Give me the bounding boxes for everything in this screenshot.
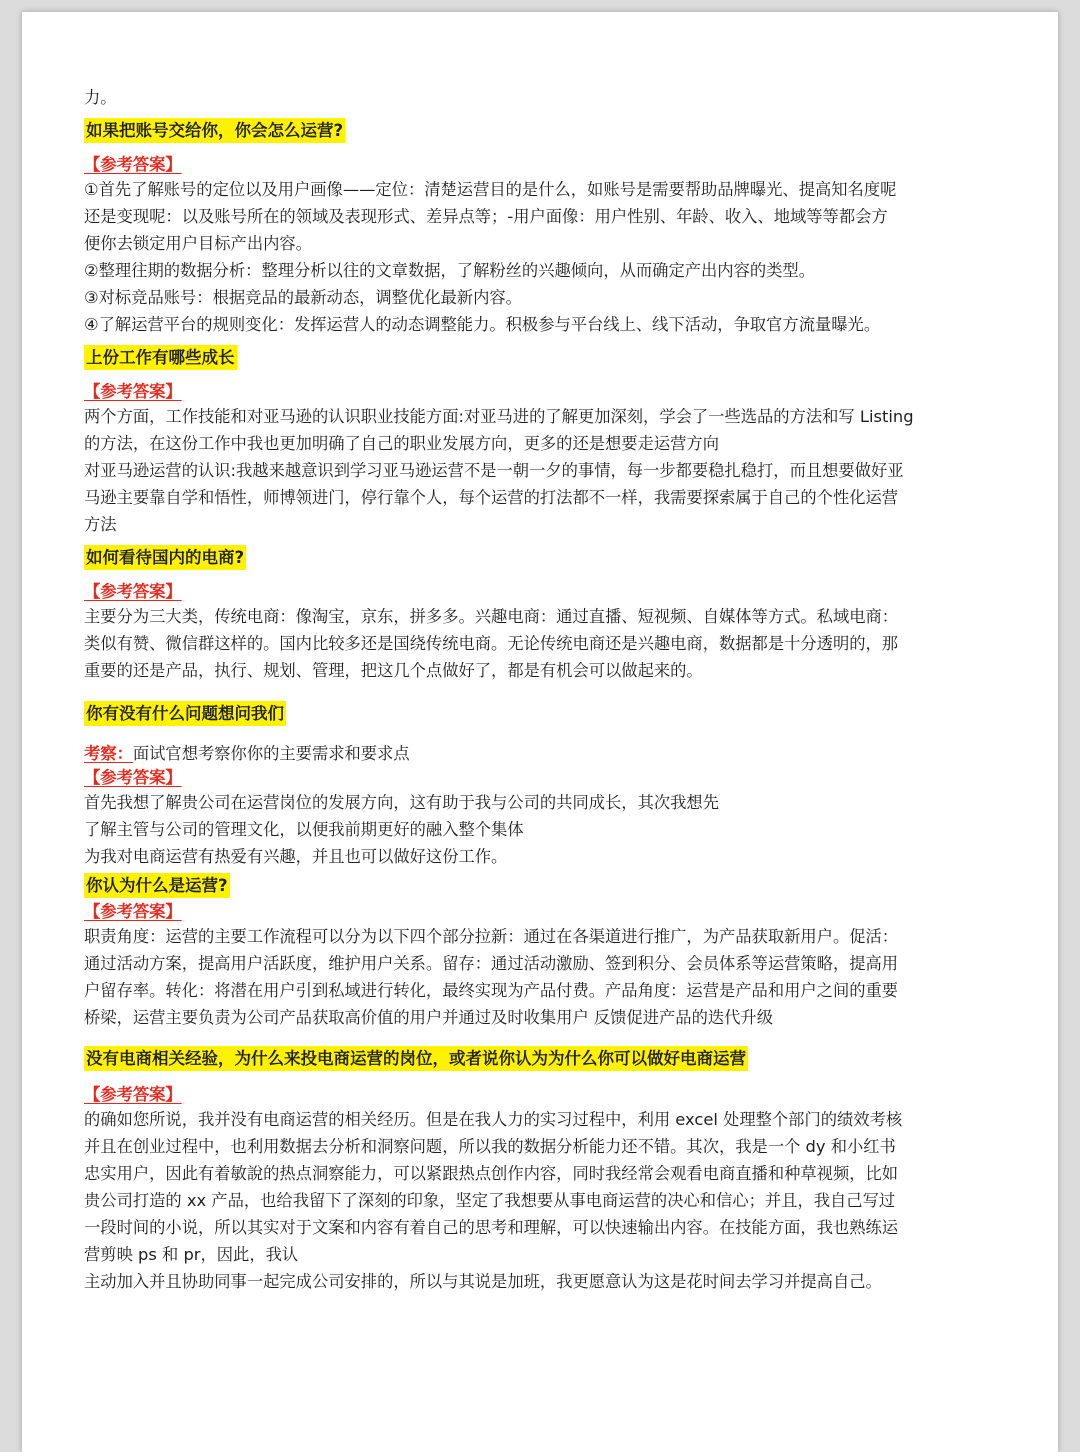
kaocha-line bbox=[84, 743, 1004, 765]
question-heading: 如何看待国内的电商? bbox=[84, 542, 1004, 573]
answer-line: 的确如您所说，我并没有电商运营的相关经历。但是在我人力的实习过程中，利用 excel 处理整个部门的绩效考核 bbox=[84, 1110, 903, 1129]
answer-line: 户留存率。转化：将潜在用户引到私域进行转化，最终实现为产品付费。产品角度：运营是产品和用户之间的重要 bbox=[84, 981, 899, 1000]
answer-line: 忠实用户，因此有着敏說的热点洞察能力，可以紧跟热点创作内容，同时我经常会观看电商直播和种草视频，比如 bbox=[84, 1164, 899, 1183]
answer-line: 一段时间的小说，所以其实对于文案和内容有着自己的思考和理解，可以快速输出内容。在技能方面，我也熟练运 bbox=[84, 1218, 899, 1237]
answer-line: 了解主管与公司的管理文化，以便我前期更好的融入整个集体 bbox=[84, 820, 524, 839]
document-page bbox=[22, 12, 1058, 1452]
answer-label: 【参考答案】 bbox=[84, 582, 182, 601]
answer-line: ④了解运营平台的规则变化：发挥运营人的动态调整能力。积极参与平台线上、线下活动，争取官方流量曝光。 bbox=[84, 315, 881, 334]
answer-line: 贵公司打造的 xx 产品，也给我留下了深刻的印象，坚定了我想要从事电商运营的决心和信心；并且，我自己写过 bbox=[84, 1191, 896, 1210]
question-heading: 如果把账号交给你，你会怎么运营? bbox=[84, 115, 1004, 146]
answer-line: 并且在创业过程中，也利用数据去分析和洞察问题，所以我的数据分析能力还不错。其次，我是一个 dy 和小红书 bbox=[84, 1137, 896, 1156]
answer-line: 便你去锁定用户目标产出内容。 bbox=[84, 234, 312, 253]
answer-label: 【参考答案】 bbox=[84, 902, 182, 921]
answer-line: ③对标竞品账号：根据竞品的最新动态，调整优化最新内容。 bbox=[84, 288, 522, 307]
answer-line: ②整理往期的数据分析：整理分析以往的文章数据，了解粉丝的兴趣倾向，从而确定产出内容的类型。 bbox=[84, 261, 815, 280]
answer-line: 主要分为三大类，传统电商：像淘宝，京东，拼多多。兴趣电商：通过直播、短视频、自媒体等方式。私域电商： bbox=[84, 607, 899, 626]
question-heading: 没有电商相关经验，为什么来投电商运营的岗位，或者说你认为为什么你可以做好电商运营 bbox=[84, 1043, 1004, 1074]
answer-line: 类似有赞、微信群这样的。国内比较多还是国绕传统电商。无论传统电商还是兴趣电商，数据都是十分透明的，那 bbox=[84, 634, 899, 653]
kaocha-text: 面试官想考察你你的主要需求和要求点 bbox=[132, 744, 410, 763]
answer-line: 两个方面，工作技能和对亚马逊的认识职业技能方面:对亚马进的了解更加深刻，学会了一些选品的方法和写 Listing bbox=[84, 407, 914, 426]
answer-label: 【参考答案】 bbox=[84, 768, 182, 787]
answer-line: 通过活动方案，提高用户活跃度，维护用户关系。留存：通过活动激励、签到积分、会员体系等运营策略，提高用 bbox=[84, 954, 899, 973]
answer-line: 首先我想了解贵公司在运营岗位的发展方向，这有助于我与公司的共同成长，其次我想先 bbox=[84, 793, 719, 812]
answer-line: 马逊主要靠自学和悟性，师博领进门，停行靠个人，每个运营的打法都不一样，我需要探索属于自己的个性化运营 bbox=[84, 488, 899, 507]
answer-label: 【参考答案】 bbox=[84, 382, 182, 401]
question-heading: 你有没有什么问题想问我们 bbox=[84, 698, 1004, 729]
answer-line: 方法 bbox=[84, 515, 117, 534]
answer-line: 营剪映 ps 和 pr，因此，我认 bbox=[84, 1245, 299, 1264]
answer-label: 【参考答案】 bbox=[84, 155, 182, 174]
answer-line: 主动加入并且协助同事一起完成公司安排的，所以与其说是加班，我更愿意认为这是花时间去学习并提高自己。 bbox=[84, 1272, 882, 1291]
answer-line: 的方法，在这份工作中我也更加明确了自己的职业发展方向，更多的还是想要走运营方向 bbox=[84, 434, 719, 453]
answer-line: 对亚马逊运营的认识:我越来越意识到学习亚马逊运营不是一朝一夕的事情，每一步都要稳扎稳打，而且想要做好亚 bbox=[84, 461, 904, 480]
document-content bbox=[84, 84, 1004, 1295]
answer-label: 【参考答案】 bbox=[84, 1085, 182, 1104]
answer-line: 重要的还是产品，执行、规划、管理，把这几个点做好了，都是有机会可以做起来的。 bbox=[84, 661, 703, 680]
answer-line: ①首先了解账号的定位以及用户画像——定位：清楚运营目的是什么，如账号是需要帮助品牌曝光、提高知名度呢 bbox=[84, 180, 897, 199]
answer-line: 为我对电商运营有热爱有兴趣，并且也可以做好这份工作。 bbox=[84, 847, 508, 866]
question-heading: 你认为什么是运营? bbox=[84, 870, 1004, 901]
kaocha-label: 考察： bbox=[84, 744, 133, 763]
answer-line: 桥梁，运营主要负责为公司产品获取高价值的用户并通过及时收集用户 反馈促进产品的迭代升级 bbox=[84, 1008, 773, 1027]
answer-line: 职责角度：运营的主要工作流程可以分为以下四个部分拉新：通过在各渠道进行推广，为产品获取新用户。促活： bbox=[84, 927, 899, 946]
answer-line: 还是变现呢：以及账号所在的领域及表现形式、差异点等；-用户面像：用户性别、年龄、收入、地域等等都会方 bbox=[84, 207, 888, 226]
question-heading: 上份工作有哪些成长 bbox=[84, 342, 1004, 373]
lead-text: 力。 bbox=[84, 88, 117, 107]
